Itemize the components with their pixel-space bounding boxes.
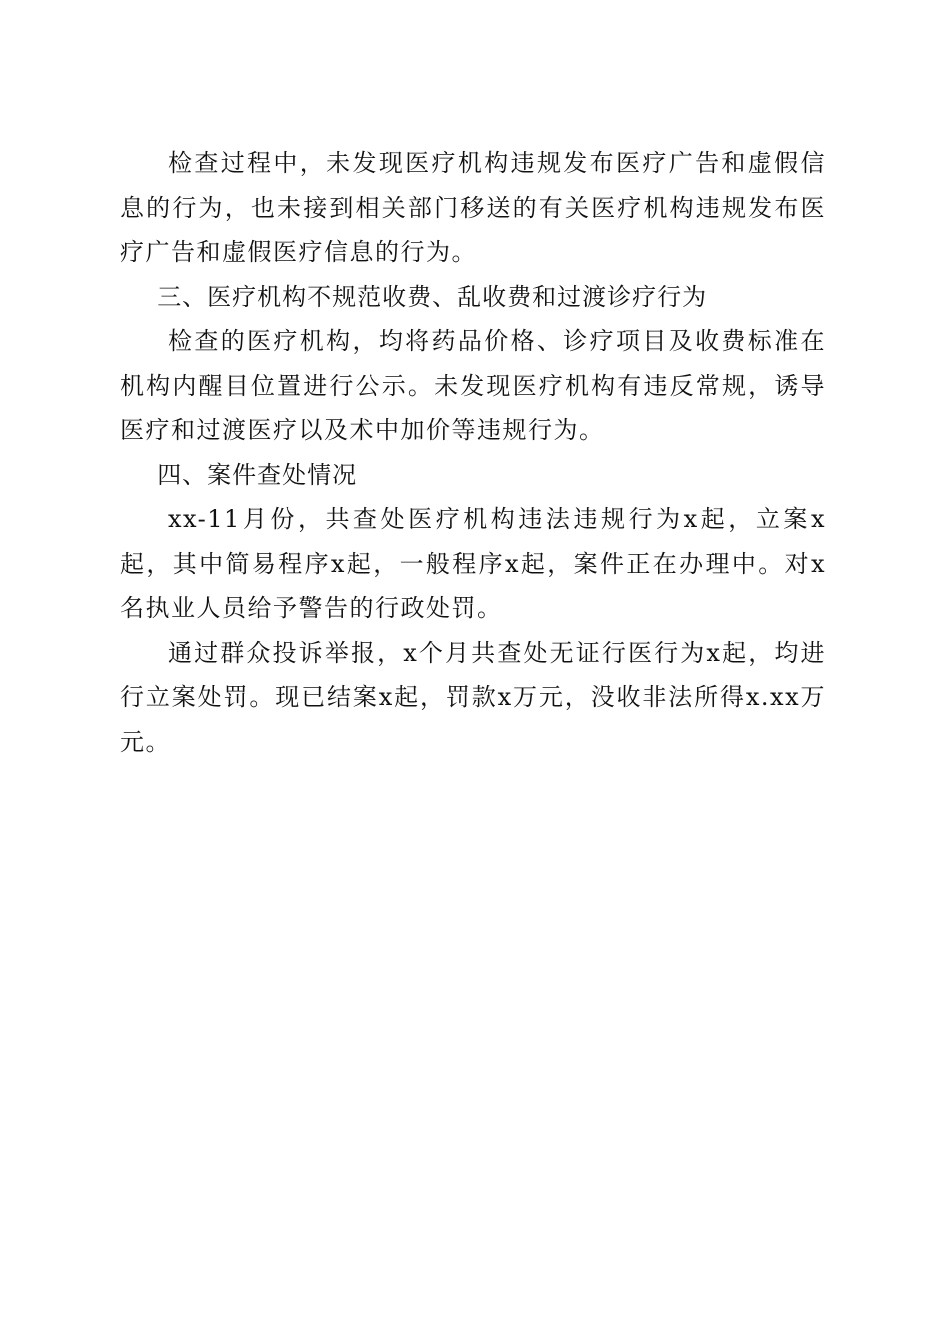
section-heading-3: 三、医疗机构不规范收费、乱收费和过渡诊疗行为 — [157, 282, 708, 311]
section-heading-4: 四、案件查处情况 — [157, 460, 358, 489]
paragraph-case-handling: xx-11月份，共查处医疗机构违法违规行为x起，立案x起，其中简易程序x起，一般程序x起，案件正在办理中。对x名执业人员给予警告的行政处罚。 — [120, 505, 826, 622]
document-body — [120, 141, 826, 764]
paragraph-fee-disclosure: 检查的医疗机构，均将药品价格、诊疗项目及收费标准在机构内醒目位置进行公示。未发现医疗机构有违反常规，诱导医疗和过渡医疗以及术中加价等违规行为。 — [120, 327, 826, 444]
paragraph-unlicensed-practice: 通过群众投诉举报，x个月共查处无证行医行为x起，均进行立案处罚。现已结案x起，罚款x万元，没收非法所得x.xx万元。 — [120, 638, 826, 756]
paragraph-inspection-ads: 检查过程中，未发现医疗机构违规发布医疗广告和虚假信息的行为，也未接到相关部门移送的有关医疗机构违规发布医疗广告和虚假医疗信息的行为。 — [120, 149, 826, 266]
